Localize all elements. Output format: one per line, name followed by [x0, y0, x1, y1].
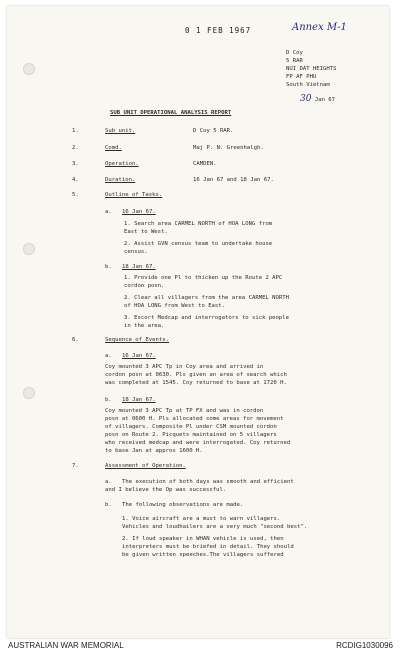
received-date-stamp: 0 1 FEB 1967 [185, 26, 252, 35]
observation-line: be given written speeches.The villagers suffered [122, 552, 284, 558]
annex-annotation: Annex M-1 [292, 22, 347, 33]
task-line: in the area. [124, 323, 165, 329]
task-line: 1. Provide one Pl to thicken up the Route 2 APC [124, 275, 283, 281]
event-line: who received medcap and were interrogated. Coy returned [105, 440, 291, 446]
header-location-1: NUI DAT HEIGHTS [286, 66, 337, 72]
item-number: 1. [72, 128, 79, 134]
event-line: Coy mounted 3 APC Tp at TP FX and was in cordon [105, 408, 264, 414]
event-line: was completed at 1545. Coy returned to base at 1720 H. [105, 380, 287, 386]
observation-line: Vehicles and loudhailers are a very much "second best". [122, 524, 308, 530]
report-title: SUB UNIT OPERATIONAL ANALYSIS REPORT [110, 110, 232, 116]
report-date [300, 96, 335, 104]
subsection-date: 18 Jan 67. [122, 397, 156, 403]
task-line: 2. Clear all villagers from the area CARMEL NORTH [124, 295, 290, 301]
task-line: census. [124, 249, 148, 255]
task-line: 2. Assist GVN census team to undertake house [124, 241, 273, 247]
punch-hole [23, 63, 35, 75]
item-label: Operation. [105, 161, 139, 167]
subsection-label: a. [105, 479, 112, 485]
subsection-label: a. [105, 353, 112, 359]
observation-line: 2. If loud speaker in WHAN vehicle is used, then [122, 536, 284, 542]
archive-source: AUSTRALIAN WAR MEMORIAL [8, 641, 124, 650]
item-value: Maj P. N. Greenhalgh. [193, 145, 264, 151]
section-heading: Assessment of Operation. [105, 463, 186, 469]
section-heading: Sequence of Events. [105, 337, 169, 343]
report-date-day: 30 [300, 94, 312, 104]
subsection-label: b. [105, 397, 112, 403]
subsection-label: b. [105, 264, 112, 270]
item-number: 4. [72, 177, 79, 183]
item-label: Comd. [105, 145, 122, 151]
item-number: 2. [72, 145, 79, 151]
event-line: cordon posn at 0630. Pls given an area of search which [105, 372, 287, 378]
header-country: South Vietnam [286, 82, 330, 88]
event-line: posn at 0600 H. Pls allocated some areas for movement [105, 416, 284, 422]
subsection-label: a. [105, 209, 112, 215]
assessment-line: The following observations are made. [122, 502, 244, 508]
item-value: CAMDEN. [193, 161, 217, 167]
header-location-2: FP AF PHU [286, 74, 317, 80]
section-number: 6. [72, 337, 79, 343]
event-line: posn on Route 2. Picquets maintained on 5 villagers [105, 432, 277, 438]
item-value: D Coy 5 RAR. [193, 128, 234, 134]
task-line: 1. Search area CARMEL NORTH of HOA LONG from [124, 221, 273, 227]
event-line: Coy mounted 3 APC Tp in Coy area and arrived in [105, 364, 264, 370]
section-number: 5. [72, 192, 79, 198]
item-value: 16 Jan 67 and 18 Jan 67. [193, 177, 274, 183]
section-heading: Outline of Tasks. [105, 192, 163, 198]
report-date-month: Jan 67 [314, 97, 336, 103]
event-line: to base Jan at approx 1600 H. [105, 448, 203, 454]
item-label: Duration. [105, 177, 136, 183]
subsection-date: 16 Jan 67. [122, 209, 156, 215]
assessment-line: The execution of both days was smooth and efficient [122, 479, 294, 485]
task-line: of HOA LONG from West to East. [124, 303, 226, 309]
task-line: cordon posn. [124, 283, 165, 289]
task-line: 3. Escort Medcap and interrogators to sick people [124, 315, 290, 321]
section-number: 7. [72, 463, 79, 469]
subsection-label: b. [105, 502, 112, 508]
item-number: 3. [72, 161, 79, 167]
subsection-date: 16 Jan 67. [122, 353, 156, 359]
observation-line: interpreters must be briefed in detail. They should [122, 544, 294, 550]
task-line: East to West. [124, 229, 168, 235]
punch-hole [23, 387, 35, 399]
subsection-date: 18 Jan 67. [122, 264, 156, 270]
observation-line: 1. Voice aircraft are a must to warn villagers. [122, 516, 281, 522]
header-unit-1: D Coy [286, 50, 303, 56]
header-unit-2: 5 RAR [286, 58, 303, 64]
punch-hole [23, 243, 35, 255]
assessment-line: and I believe the Op was successful. [105, 487, 227, 493]
event-line: of villagers. Composite Pl under CSM mounted cordon [105, 424, 277, 430]
item-label: Sub unit. [105, 128, 136, 134]
archive-id: RCDIG1030096 [336, 641, 393, 650]
